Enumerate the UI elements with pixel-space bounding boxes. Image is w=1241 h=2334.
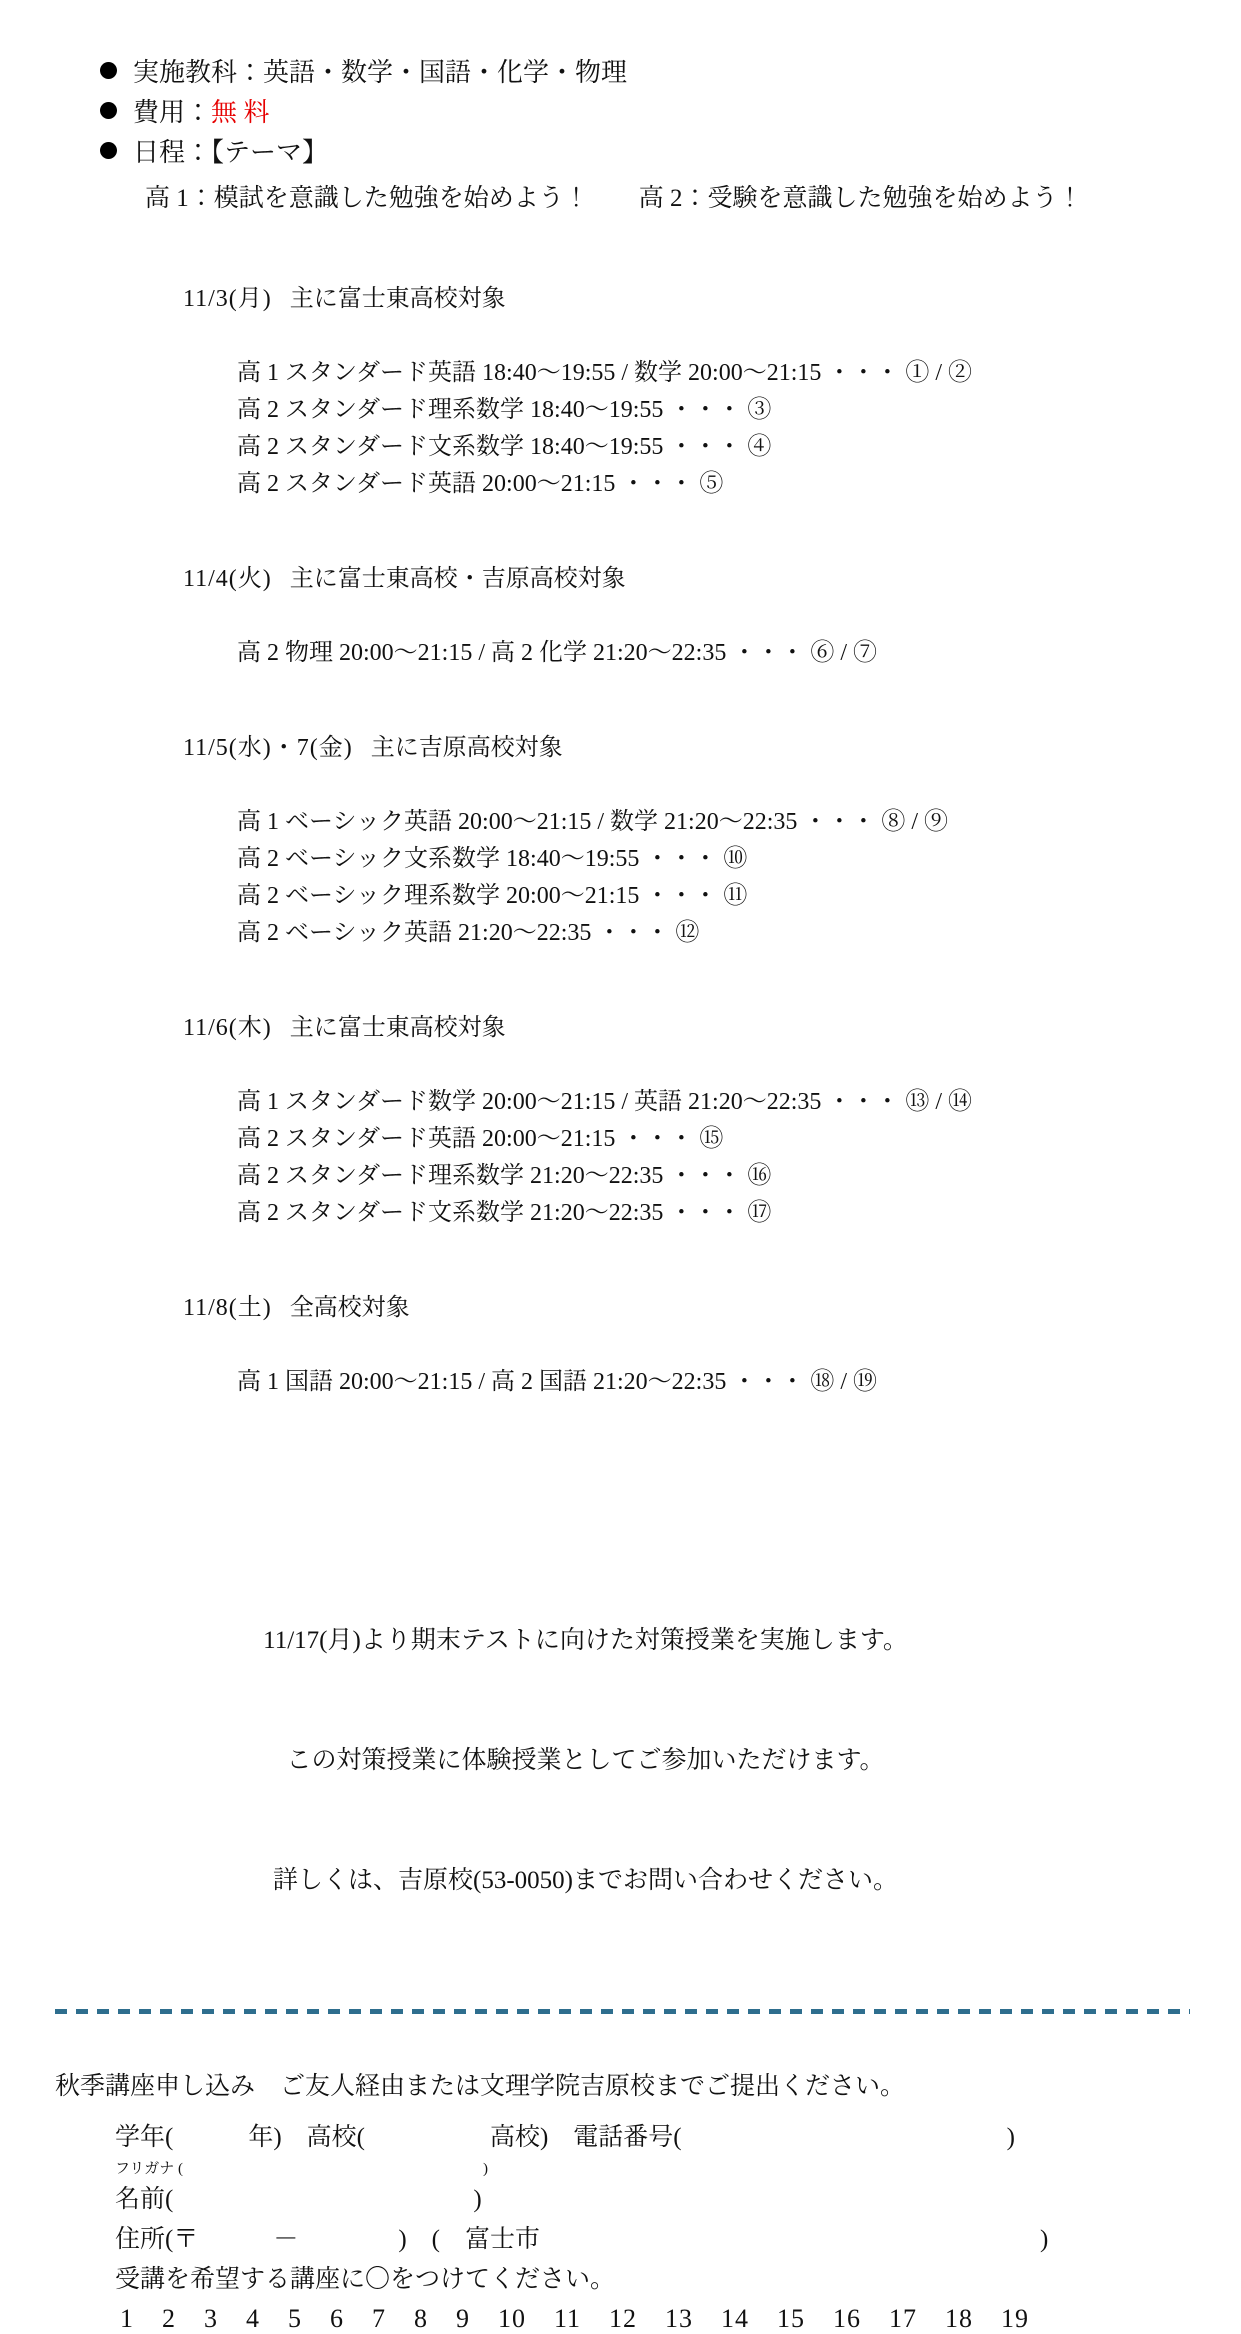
course-list xyxy=(135,804,1241,952)
course-list xyxy=(135,1364,1241,1401)
course-number: 15 xyxy=(777,2304,806,2333)
info-bullets xyxy=(0,0,1241,170)
schedule-section-nov6 xyxy=(135,973,1241,1232)
section-heading xyxy=(135,524,1241,635)
schedule-date: 11/8(土) xyxy=(183,1295,272,1321)
course-number: 13 xyxy=(665,2304,694,2333)
course-line: 高 2 スタンダード英語 20:00～21:15 ・・・ ⑮ xyxy=(237,1126,724,1152)
schedule-target: 全高校対象 xyxy=(289,1295,410,1321)
course-number: 5 xyxy=(288,2304,302,2333)
course-number: 17 xyxy=(889,2304,918,2333)
course-line: 高 1 ベーシック英語 20:00～21:15 / 数学 21:20～22:35 ・・・ ⑧ / ⑨ xyxy=(237,809,949,835)
section-heading xyxy=(135,693,1241,804)
course-number: 8 xyxy=(414,2304,428,2333)
address-line: 住所(〒 － ) ( 富士市 ) xyxy=(115,2226,1049,2253)
course-number: 9 xyxy=(456,2304,470,2333)
course-number: 19 xyxy=(1001,2304,1030,2333)
section-heading xyxy=(135,244,1241,355)
schedule-section-nov5-7 xyxy=(135,693,1241,952)
course-line: 高 2 スタンダード文系数学 18:40～19:55 ・・・ ④ xyxy=(237,434,772,460)
course-list xyxy=(135,1084,1241,1232)
fee-label: 費用： xyxy=(133,97,212,127)
course-number: 11 xyxy=(554,2304,582,2333)
fee-text xyxy=(133,92,270,129)
form-fields xyxy=(115,2118,1241,2334)
course-number: 10 xyxy=(498,2304,526,2333)
course-number-row xyxy=(120,2304,1241,2334)
course-number: 4 xyxy=(246,2304,260,2333)
course-line: 高 1 スタンダード英語 18:40～19:55 / 数学 20:00～21:15 ・・・ ① / ② xyxy=(237,360,973,386)
fee-value: 無 料 xyxy=(211,97,270,127)
section-heading xyxy=(135,973,1241,1084)
schedule-section-nov3 xyxy=(135,244,1241,503)
cutoff-dashed-divider xyxy=(55,2009,1190,2014)
note-line: 11/17(月)より期末テストに向けた対策授業を実施します。 xyxy=(263,1627,908,1654)
course-line: 高 2 ベーシック英語 21:20～22:35 ・・・ ⑫ xyxy=(237,920,700,946)
schedule-section-nov4 xyxy=(135,524,1241,672)
course-line: 高 2 スタンダード文系数学 21:20～22:35 ・・・ ⑰ xyxy=(237,1200,772,1226)
course-number: 3 xyxy=(204,2304,218,2333)
fee-line xyxy=(100,90,1241,130)
course-line: 高 2 スタンダード英語 20:00～21:15 ・・・ ⑤ xyxy=(237,471,724,497)
schedule-target: 主に富士東高校対象 xyxy=(289,1015,506,1041)
schedule-date: 11/5(水)・7(金) xyxy=(183,735,353,761)
course-line: 高 2 物理 20:00～21:15 / 高 2 化学 21:20～22:35 ・・・ ⑥ / ⑦ xyxy=(237,640,878,666)
course-number: 6 xyxy=(330,2304,344,2333)
course-line: 高 2 ベーシック文系数学 18:40～19:55 ・・・ ⑩ xyxy=(237,846,748,872)
course-line: 高 1 スタンダード数学 20:00～21:15 / 英語 21:20～22:35 ・・・ ⑬ / ⑭ xyxy=(237,1089,973,1115)
course-number: 2 xyxy=(162,2304,176,2333)
note-line: この対策授業に体験授業としてご参加いただけます。 xyxy=(286,1747,885,1774)
bullet-icon xyxy=(100,142,117,159)
course-number: 16 xyxy=(833,2304,862,2333)
course-line: 高 2 スタンダード理系数学 21:20～22:35 ・・・ ⑯ xyxy=(237,1163,772,1189)
subjects-text: 実施教科：英語・数学・国語・化学・物理 xyxy=(133,57,628,87)
form-heading: 秋季講座申し込み ご友人経由または文理学院吉原校までご提出ください。 xyxy=(55,2073,906,2100)
bullet-icon xyxy=(100,62,117,79)
course-number: 1 xyxy=(120,2304,134,2333)
schedule-date: 11/4(火) xyxy=(183,566,272,592)
schedule-date: 11/3(月) xyxy=(183,286,272,312)
grade-school-phone-line: 学年( 年) 高校( 高校) 電話番号( ) xyxy=(115,2124,1015,2151)
schedule-target: 主に富士東高校対象 xyxy=(289,286,506,312)
schedule-section-nov8 xyxy=(135,1253,1241,1401)
schedule-target: 主に吉原高校対象 xyxy=(370,735,563,761)
schedule-label: 日程：【テーマ】 xyxy=(133,137,329,167)
section-heading xyxy=(135,1253,1241,1364)
schedule-target: 主に富士東高校・吉原高校対象 xyxy=(289,566,626,592)
subjects-line xyxy=(100,50,1241,90)
course-number: 7 xyxy=(372,2304,386,2333)
schedule-label-line xyxy=(100,130,1241,170)
course-select-instruction: 受講を希望する講座に〇をつけてください。 xyxy=(115,2266,616,2293)
note-line: 詳しくは、吉原校(53-0050)までお問い合わせください。 xyxy=(273,1867,898,1894)
course-number: 18 xyxy=(945,2304,974,2333)
schedule-date: 11/6(木) xyxy=(183,1015,272,1041)
course-list xyxy=(135,635,1241,672)
furigana-line: フリガナ ( ) xyxy=(115,2161,488,2177)
course-number: 14 xyxy=(721,2304,750,2333)
application-form xyxy=(55,2066,1241,2334)
course-line: 高 1 国語 20:00～21:15 / 高 2 国語 21:20～22:35 ・・・ ⑱ / ⑲ xyxy=(237,1369,878,1395)
notes-block xyxy=(0,1541,1241,1981)
theme-line: 高 1：模試を意識した勉強を始めよう！ 高 2：受験を意識した勉強を始めよう！ xyxy=(145,185,1083,212)
course-line: 高 2 スタンダード理系数学 18:40～19:55 ・・・ ③ xyxy=(237,397,772,423)
course-number: 12 xyxy=(609,2304,638,2333)
name-line: 名前( ) xyxy=(115,2186,482,2213)
bullet-icon xyxy=(100,102,117,119)
schedule-list xyxy=(135,244,1241,1401)
course-list xyxy=(135,355,1241,503)
course-line: 高 2 ベーシック理系数学 20:00～21:15 ・・・ ⑪ xyxy=(237,883,748,909)
